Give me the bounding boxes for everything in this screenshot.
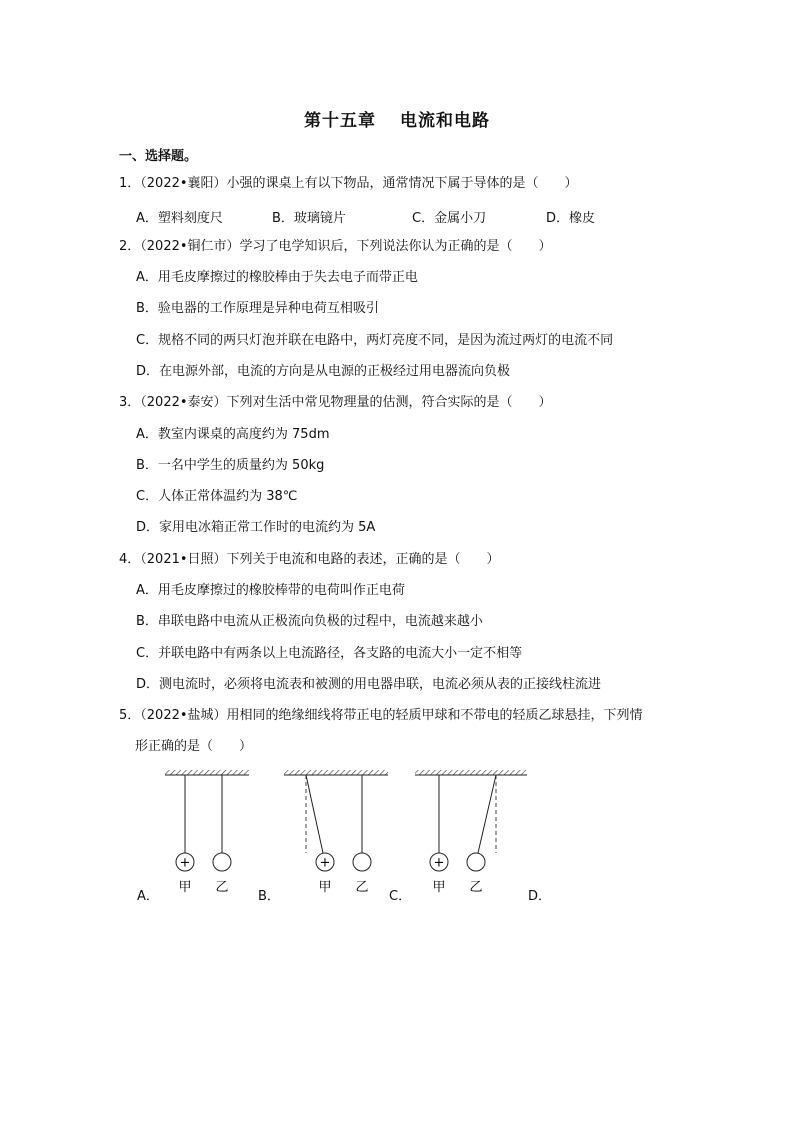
question-5-option-b: B． [258,889,280,904]
figure-b-plus: + [319,855,331,871]
figure-b-label-jia: 甲 [318,880,332,895]
question-1-option-b: B．玻璃镜片 [272,211,346,226]
question-4-option-c: C．并联电路中有两条以上电流路径，各支路的电流大小一定不相等 [136,646,523,661]
figure-c-ceiling [415,770,527,775]
question-4-option-a: A．用毛皮摩擦过的橡胶棒带的电荷叫作正电荷 [136,583,405,598]
figure-a-ball-yi [213,853,231,871]
figure-c-plus: + [433,855,445,871]
figure-b [284,770,388,895]
question-5-stem: 5．（2022•盐城）用相同的绝缘细线将带正电的轻质甲球和不带电的轻质乙球悬挂，下列情 [119,708,643,723]
question-5-option-d: D． [528,889,552,904]
question-1-stem: 1．（2022•襄阳）小强的课桌上有以下物品，通常情况下属于导体的是（ ） [119,176,578,191]
question-5-option-c: C． [389,889,412,904]
figure-a [165,770,249,895]
question-2-option-c: C．规格不同的两只灯泡并联在电路中，两灯亮度不同，是因为流过两灯的电流不同 [136,333,614,348]
section-heading: 一、选择题。 [119,149,198,164]
question-4-stem: 4．（2021•日照）下列关于电流和电路的表述，正确的是（ ） [119,552,500,567]
question-3-option-b: B．一名中学生的质量约为 50kg [136,458,325,473]
figure-c-thread-yi [478,775,496,853]
figure-a-label-yi: 乙 [215,880,229,895]
figure-a-ceiling [165,770,249,775]
question-2-option-a: A．用毛皮摩擦过的橡胶棒由于失去电子而带正电 [136,270,418,285]
question-4-option-b: B．串联电路中电流从正极流向负极的过程中，电流越来越小 [136,614,483,629]
figure-c [415,770,527,895]
figure-c-label-yi: 乙 [469,880,483,895]
figure-b-thread-jia [306,775,323,853]
question-1-option-d: D．橡皮 [546,211,596,226]
figure-a-plus: + [179,855,191,871]
figure-b-ceiling [284,770,388,775]
figure-c-ball-yi [467,853,485,871]
figure-b-ball-yi [353,853,371,871]
question-4-option-d: D．测电流时，必须将电流表和被测的用电器串联，电流必须从表的正接线柱流进 [136,677,602,692]
question-3-stem: 3．（2022•泰安）下列对生活中常见物理量的估测，符合实际的是（ ） [119,395,552,410]
question-1-option-a: A．塑料刻度尺 [136,211,223,226]
question-2-stem: 2．（2022•铜仁市）学习了电学知识后，下列说法你认为正确的是（ ） [119,239,552,254]
figure-c-label-jia: 甲 [432,880,446,895]
chapter-name: 电流和电路 [400,111,490,131]
question-5-stem-continued: 形正确的是（ ） [135,739,253,754]
question-2-option-b: B．验电器的工作原理是异种电荷互相吸引 [136,301,379,316]
question-3-option-a: A．教室内课桌的高度约为 75dm [136,427,330,442]
figure-b-label-yi: 乙 [355,880,369,895]
chapter-number: 第十五章 [304,111,376,131]
question-2-option-d: D．在电源外部，电流的方向是从电源的正极经过用电器流向负极 [136,364,511,379]
question-5-option-a: A． [137,889,159,904]
question-3-option-d: D．家用电冰箱正常工作时的电流约为 5A [136,520,376,535]
question-3-option-c: C．人体正常体温约为 38℃ [136,489,298,504]
figure-a-label-jia: 甲 [178,880,192,895]
question-1-option-c: C．金属小刀 [412,211,487,226]
